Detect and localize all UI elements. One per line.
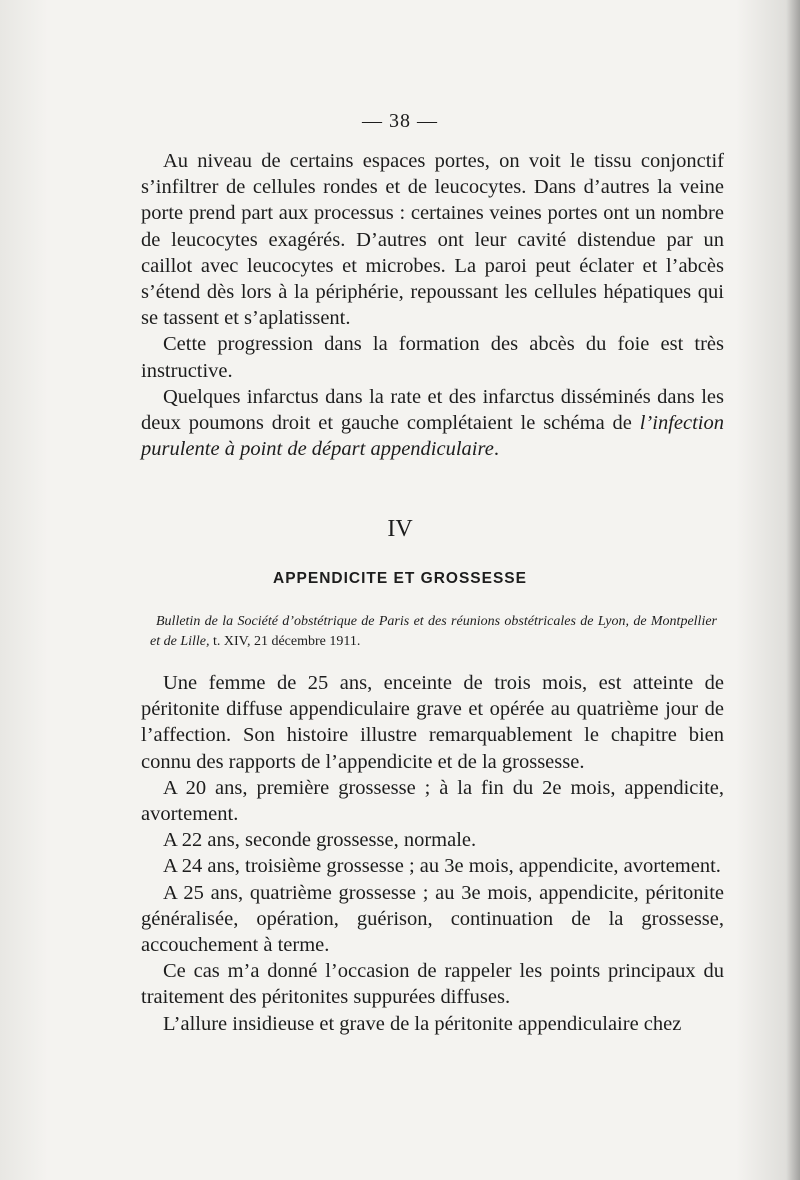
section-title: APPENDICITE ET GROSSESSE — [273, 570, 527, 587]
bibliographic-reference — [150, 612, 717, 652]
paragraph: Cette progression dans la formation des abcès du foie est très instructive. — [141, 333, 724, 382]
paragraph: Ce cas m’a donné l’occasion de rappeler les points principaux du traitement des péritonites suppurées diffuses. — [141, 960, 724, 1009]
paragraph — [141, 384, 724, 463]
section-2-text — [141, 670, 724, 1037]
page-edge-shadow — [786, 0, 800, 1180]
page-number: — 38 — — [362, 110, 438, 132]
section-1-text — [141, 148, 724, 462]
paragraph: A 20 ans, première grossesse ; à la fin du 2e mois, appendicite, avortement. — [141, 776, 724, 826]
section-roman-numeral: IV — [387, 516, 413, 542]
paragraph: Une femme de 25 ans, enceinte de trois mois, est atteinte de péritonite diffuse appendiculaire grave et opérée au quatrième jour de l’affection. Son histoire illustre remarquablement le chapitre bien connu des rapports de l’appendicite et de la grossesse. — [141, 672, 724, 773]
paragraph-end: . — [493, 438, 499, 461]
paragraph: A 24 ans, troisième grossesse ; au 3e mois, appendicite, avortement. — [163, 855, 721, 878]
italic-phrase: l’infection purulente à point de départ appendiculaire — [141, 412, 724, 461]
paragraph-text: Quelques infarctus dans la rate et des infarctus disséminés dans les deux poumons droit et gauche complétaient le schéma de — [141, 385, 724, 435]
reference-details: t. XIV, 21 décembre 1911. — [209, 634, 361, 649]
paragraph: A 22 ans, seconde grossesse, normale. — [163, 829, 477, 852]
journal-name: Bulletin de la Société d’obstétrique de Paris et des réunions obstétricales de Lyon, de Montpellier et de Lille, — [150, 614, 717, 649]
paragraph: A 25 ans, quatrième grossesse ; au 3e mois, appendicite, péritonite généralisée, opération, guérison, continuation de la grossesse, accouchement à terme. — [141, 881, 724, 957]
paragraph: L’allure insidieuse et grave de la péritonite appendiculaire chez — [163, 1012, 682, 1035]
paragraph: Au niveau de certains espaces portes, on voit le tissu conjonctif s’infiltrer de cellules rondes et de leucocytes. Dans d’autres la veine porte prend part aux processus : certaines veines portes ont un nombre de leucocytes exagérés. D’autres ont leur cavité distendue par un caillot avec leucocytes et microbes. La paroi peut éclater et l’abcès s’étend dès lors à la périphérie, repoussant les cellules hépatiques qui se tassent et s’aplatissent. — [141, 150, 724, 330]
